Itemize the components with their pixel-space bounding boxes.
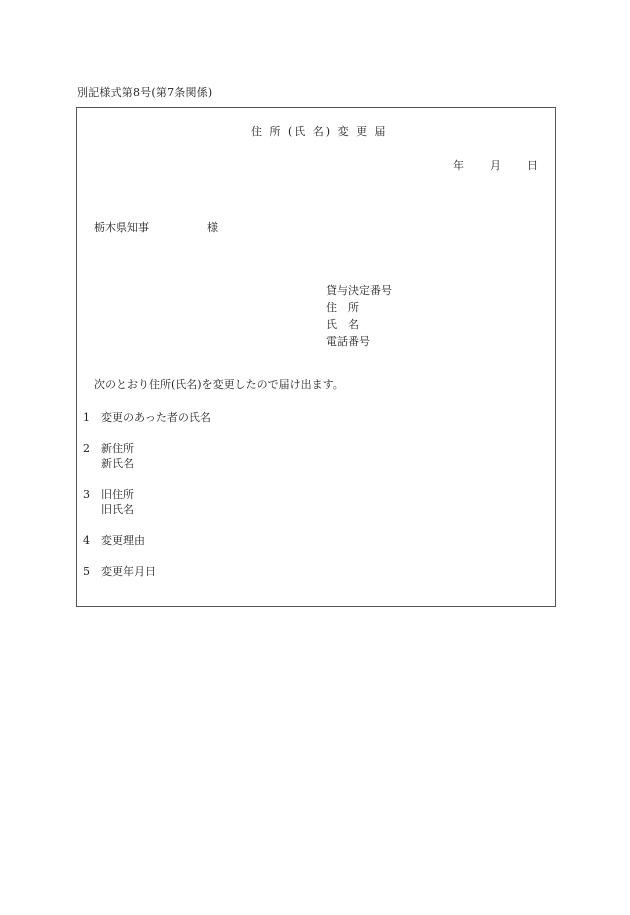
date-line	[453, 159, 538, 173]
item-4	[83, 533, 145, 548]
date-month: 月	[490, 159, 501, 172]
form-title: 住 所 (氏 名) 変 更 届	[251, 125, 388, 138]
form-box	[76, 107, 556, 607]
date-year: 年	[453, 159, 464, 172]
item-number: 2	[83, 442, 90, 455]
item-label: 新住所	[101, 442, 134, 455]
item-label: 変更理由	[101, 534, 145, 547]
item-number: 4	[83, 534, 90, 547]
item-label: 旧氏名	[101, 503, 134, 516]
addressee-name: 栃木県知事	[94, 221, 149, 234]
item-5	[83, 564, 156, 579]
name-label: 氏 名	[326, 318, 359, 331]
address-label: 住 所	[326, 301, 359, 314]
item-number: 5	[83, 565, 90, 578]
addressee-honorific: 様	[207, 221, 218, 234]
item-label: 変更のあった者の氏名	[101, 411, 211, 424]
intro-text: 次のとおり住所(氏名)を変更したので届け出ます。	[94, 378, 344, 391]
loan-number-label: 貸与決定番号	[326, 284, 392, 297]
applicant-block	[326, 282, 392, 350]
item-label: 旧住所	[101, 488, 134, 501]
item-label: 新氏名	[101, 457, 134, 470]
date-day: 日	[527, 159, 538, 172]
item-label: 変更年月日	[101, 565, 156, 578]
item-2	[83, 441, 134, 471]
form-label: 別記様式第8号(第7条関係)	[77, 86, 213, 99]
item-number: 3	[83, 488, 90, 501]
item-number: 1	[83, 411, 90, 424]
phone-label: 電話番号	[326, 335, 370, 348]
item-1	[83, 410, 211, 425]
item-3	[83, 487, 134, 517]
addressee	[94, 221, 218, 235]
